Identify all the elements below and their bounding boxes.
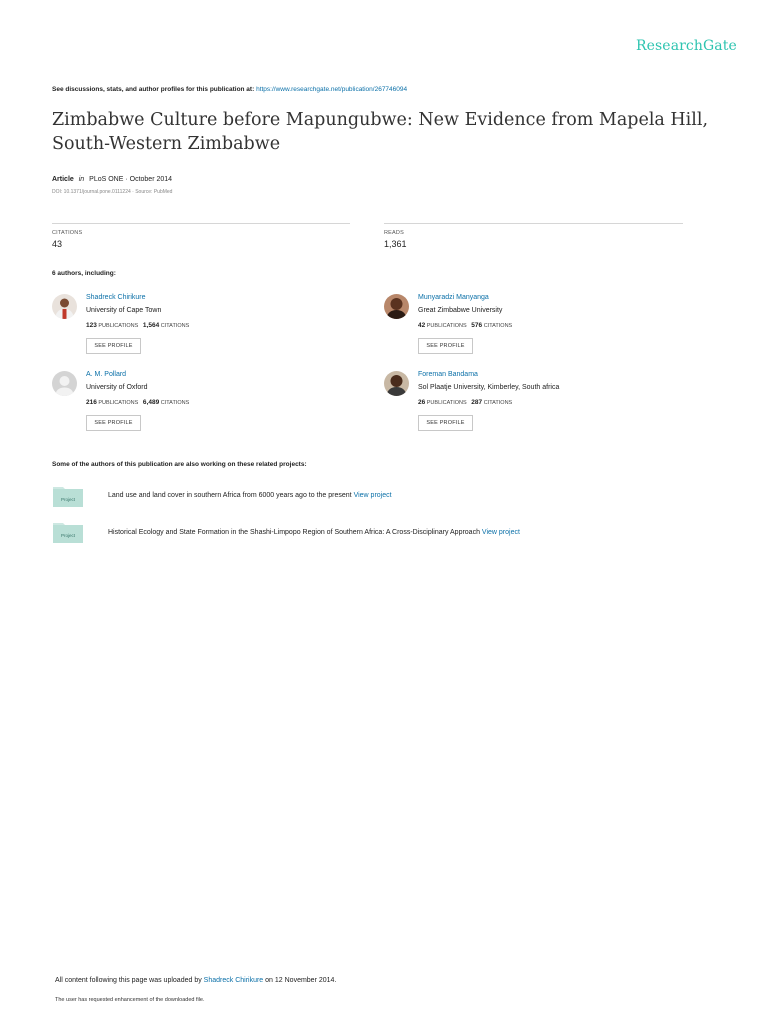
author-citations-count: 576 [471,322,483,329]
author-stats [86,322,189,329]
author-card [52,294,352,364]
author-institution: Sol Plaatje University, Kimberley, South africa [418,384,560,391]
author-avatar[interactable] [384,294,409,319]
project-icon-label: Project [60,533,76,538]
publication-date: · October 2014 [125,176,173,183]
author-citations-label: CITATIONS [160,323,190,329]
author-stats [418,399,512,406]
reads-label: READS [384,230,404,236]
author-name-link[interactable]: A. M. Pollard [86,371,127,378]
author-name-link[interactable]: Shadreck Chirikure [86,294,146,301]
project-folder-icon[interactable] [53,521,83,543]
author-publications-label: PUBLICATIONS [98,323,139,329]
see-profile-button[interactable]: SEE PROFILE [86,415,141,431]
see-profile-button[interactable]: SEE PROFILE [86,338,141,354]
see-profile-button[interactable]: SEE PROFILE [418,338,473,354]
enhancement-note: The user has requested enhancement of the downloaded file. [55,997,205,1003]
author-card [384,371,684,441]
project-title: Land use and land cover in southern Africa from 6000 years ago to the present [108,492,352,499]
author-name-link[interactable]: Munyaradzi Manyanga [418,294,489,301]
author-publications-label: PUBLICATIONS [98,400,139,406]
author-card [384,294,684,364]
author-publications-label: PUBLICATIONS [426,400,467,406]
author-name-link[interactable]: Foreman Bandama [418,371,478,378]
project-folder-icon[interactable] [53,485,83,507]
authors-heading: 6 authors, including: [52,270,116,277]
author-citations-label: CITATIONS [483,400,513,406]
project-item [108,492,392,499]
project-icon-label: Project [60,497,76,502]
upload-prefix: All content following this page was uploaded by [55,977,202,984]
author-publications-label: PUBLICATIONS [426,323,467,329]
citations-label: CITATIONS [52,230,83,236]
uploader-link[interactable]: Shadreck Chirikure [203,977,264,984]
author-stats [418,322,512,329]
project-title: Historical Ecology and State Formation in the Shashi-Limpopo Region of Southern Africa: A Cross-Disciplinary Approach [108,529,480,536]
upload-info [55,977,336,984]
author-avatar[interactable] [52,294,77,319]
discussions-text: See discussions, stats, and author profiles for this publication at: [52,86,255,93]
citations-value: 43 [52,239,63,249]
article-type: Article [52,176,74,183]
author-publications-count: 42 [418,322,426,329]
project-item [108,529,520,536]
doi-line: DOI: 10.1371/journal.pone.0111224 · Source: PubMed [52,189,173,195]
view-project-link[interactable]: View project [353,492,392,499]
author-avatar[interactable] [384,371,409,396]
citations-divider [52,223,350,224]
author-institution: University of Oxford [86,384,148,391]
upload-date: on 12 November 2014. [265,977,337,984]
related-projects-heading: Some of the authors of this publication are also working on these related projects: [52,461,307,468]
discussions-line [52,86,407,93]
author-publications-count: 123 [86,322,97,329]
view-project-link[interactable]: View project [481,529,520,536]
reads-divider [384,223,683,224]
author-avatar-placeholder[interactable] [52,371,77,396]
author-institution: Great Zimbabwe University [418,307,503,314]
journal-name: PLoS ONE [89,176,124,183]
author-card [52,371,352,441]
publication-url-link[interactable]: https://www.researchgate.net/publication/267746094 [256,86,408,93]
see-profile-button[interactable]: SEE PROFILE [418,415,473,431]
author-citations-count: 1,564 [142,322,160,329]
researchgate-logo[interactable]: ResearchGate [636,38,737,54]
author-citations-label: CITATIONS [483,323,513,329]
author-citations-count: 287 [471,399,483,406]
author-publications-count: 26 [418,399,426,406]
author-institution: University of Cape Town [86,307,162,314]
meta-in: in [78,176,85,183]
author-publications-count: 216 [86,399,97,406]
publication-title: Zimbabwe Culture before Mapungubwe: New Evidence from Mapela Hill, South-Western Zimbabwe [52,110,709,154]
reads-value: 1,361 [384,239,407,249]
author-citations-label: CITATIONS [160,400,190,406]
author-citations-count: 6,489 [142,399,160,406]
author-stats [86,399,189,406]
publication-meta [52,176,172,183]
